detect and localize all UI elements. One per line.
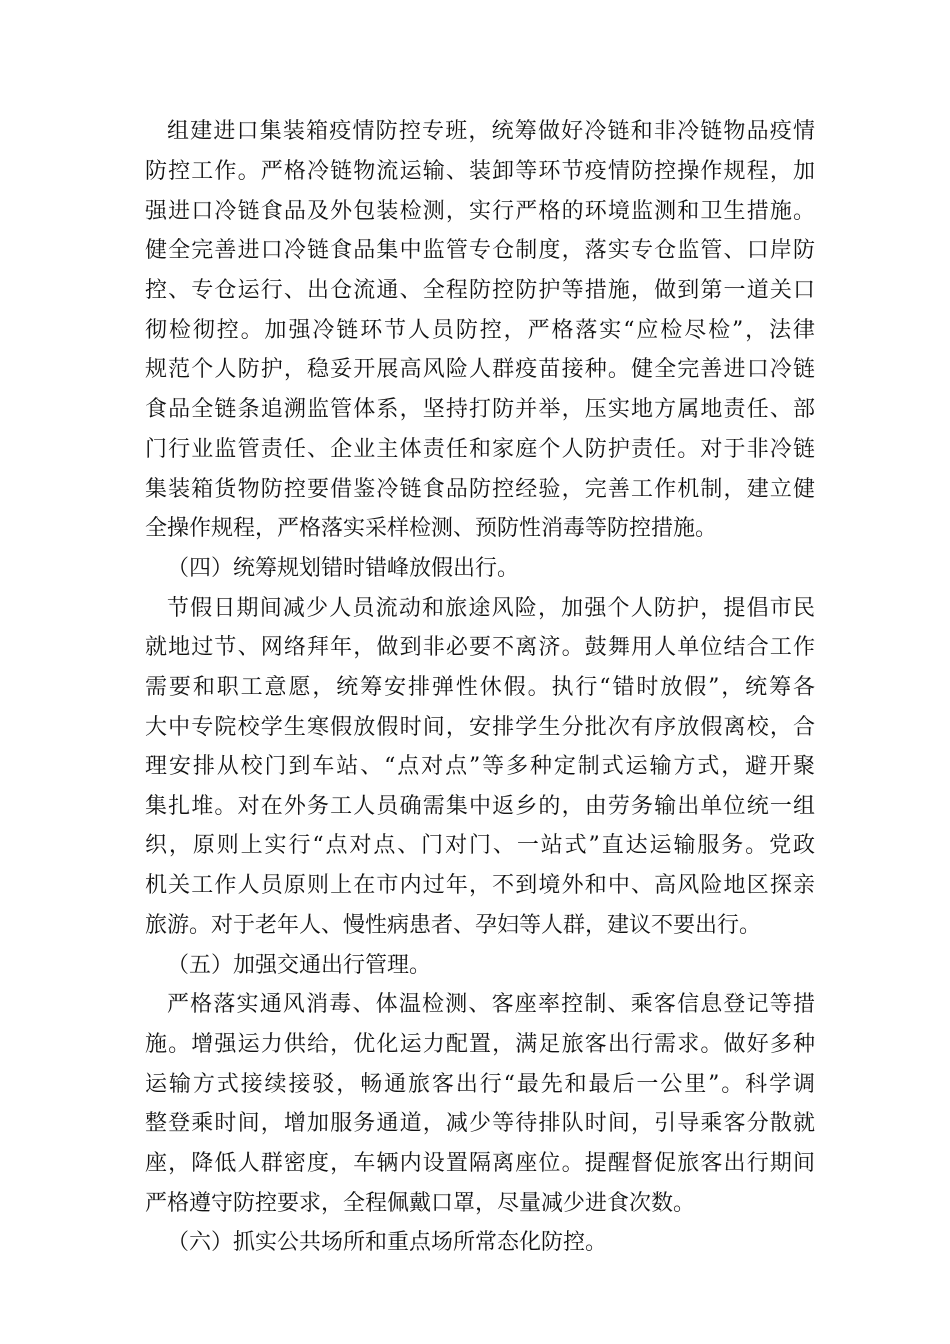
text-line: 节假日期间减少人员流动和旅途风险，加强个人防护，提倡市民 bbox=[167, 596, 815, 621]
text-line: 门行业监管责任、企业主体责任和家庭个人防护责任。对于非冷链 bbox=[145, 437, 815, 462]
text-line: 座，降低人群密度，车辆内设置隔离座位。提醒督促旅客出行期间 bbox=[145, 1151, 815, 1176]
text-line: 机关工作人员原则上在市内过年，不到境外和中、高风险地区探亲 bbox=[145, 873, 815, 898]
text-line: 严格落实通风消毒、体温检测、客座率控制、乘客信息登记等措 bbox=[167, 992, 815, 1017]
text-line: 整登乘时间，增加服务通道，减少等待排队时间，引导乘客分散就 bbox=[145, 1111, 815, 1136]
text-line: 集装箱货物防控要借鉴冷链食品防控经验，完善工作机制，建立健 bbox=[145, 477, 815, 502]
text-line: 运输方式接续接驳，畅通旅客出行“最先和最后一公里”。科学调 bbox=[145, 1072, 815, 1097]
text-line: 控、专仓运行、出仓流通、全程防控防护等措施，做到第一道关口 bbox=[145, 278, 815, 303]
text-line: 健全完善进口冷链食品集中监管专仓制度，落实专仓监管、口岸防 bbox=[145, 238, 815, 263]
text-line: 集扎堆。对在外务工人员确需集中返乡的，由劳务输出单位统一组 bbox=[145, 794, 815, 819]
text-line: 就地过节、网络拜年，做到非必要不离济。鼓舞用人单位结合工作 bbox=[145, 635, 815, 660]
text-line: 严格遵守防控要求，全程佩戴口罩，尽量减少进食次数。 bbox=[145, 1191, 696, 1216]
text-line: 彻检彻控。加强冷链环节人员防控，严格落实“应检尽检”，法律 bbox=[145, 318, 815, 343]
text-line: 织，原则上实行“点对点、门对门、一站式”直达运输服务。党政 bbox=[145, 833, 815, 858]
text-line: 旅游。对于老年人、慢性病患者、孕妇等人群，建议不要出行。 bbox=[145, 913, 762, 938]
text-line: 食品全链条追溯监管体系，坚持打防并举，压实地方属地责任、部 bbox=[145, 397, 815, 422]
section-heading: （六）抓实公共场所和重点场所常态化防控。 bbox=[167, 1230, 608, 1255]
text-line: 强进口冷链食品及外包装检测，实行严格的环境监测和卫生措施。 bbox=[145, 199, 815, 224]
text-line: 理安排从校门到车站、“点对点”等多种定制式运输方式，避开聚 bbox=[145, 754, 815, 779]
text-line: 需要和职工意愿，统筹安排弹性休假。执行“错时放假”，统筹各 bbox=[145, 675, 815, 700]
text-line: 规范个人防护，稳妥开展高风险人群疫苗接种。健全完善进口冷链 bbox=[145, 357, 815, 382]
text-line: 大中专院校学生寒假放假时间，安排学生分批次有序放假离校，合 bbox=[145, 715, 815, 740]
text-line: 全操作规程，严格落实采样检测、预防性消毒等防控措施。 bbox=[145, 516, 718, 541]
section-heading: （四）统筹规划错时错峰放假出行。 bbox=[167, 556, 520, 581]
text-line: 施。增强运力供给，优化运力配置，满足旅客出行需求。做好多种 bbox=[145, 1032, 815, 1057]
text-line: 防控工作。严格冷链物流运输、装卸等环节疫情防控操作规程，加 bbox=[145, 159, 815, 184]
text-line: 组建进口集装箱疫情防控专班，统筹做好冷链和非冷链物品疫情 bbox=[167, 119, 815, 144]
section-heading: （五）加强交通出行管理。 bbox=[167, 953, 432, 978]
